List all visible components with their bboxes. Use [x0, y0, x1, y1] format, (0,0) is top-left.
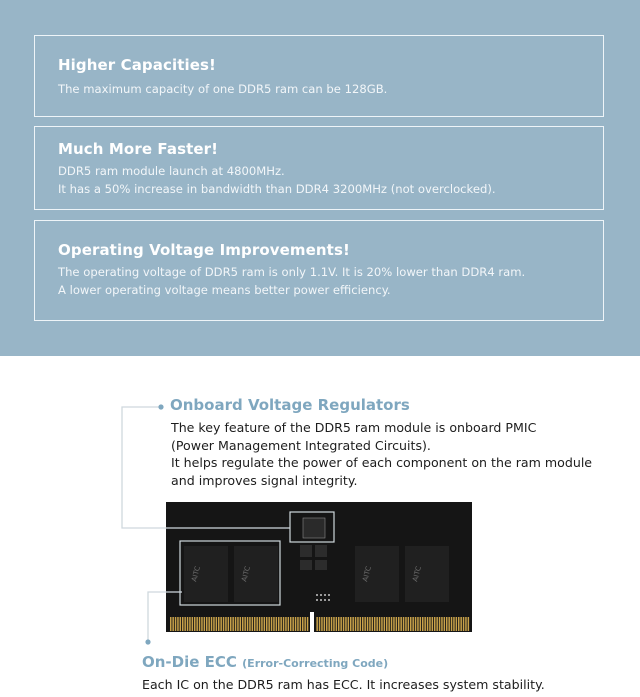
- contact-pin: [384, 617, 386, 631]
- contact-pin: [216, 617, 218, 631]
- contact-pin: [362, 617, 364, 631]
- contact-pin: [266, 617, 268, 631]
- feature-title: Much More Faster!: [58, 140, 219, 158]
- chip-label: AITC: [411, 565, 423, 583]
- contact-pin: [232, 617, 234, 631]
- contact-pin: [422, 617, 424, 631]
- feature-text: DDR5 ram module launch at 4800MHz.: [58, 164, 285, 178]
- component: [300, 560, 312, 570]
- contact-pin: [319, 617, 321, 631]
- memory-chip: [405, 546, 449, 602]
- component: [300, 545, 312, 557]
- feature-title: Higher Capacities!: [58, 56, 216, 74]
- contact-pin: [237, 617, 239, 631]
- contact-pin: [376, 617, 378, 631]
- contact-pin: [194, 617, 196, 631]
- contact-pin: [458, 617, 460, 631]
- contact-pin: [441, 617, 443, 631]
- contact-pin: [328, 617, 330, 631]
- ecc-title: [142, 653, 388, 671]
- contact-pin: [240, 617, 242, 631]
- ecc-title-main: On-Die ECC: [142, 653, 237, 671]
- memory-chip: [355, 546, 399, 602]
- contact-pin: [429, 617, 431, 631]
- contact-pin: [254, 617, 256, 631]
- contact-pin: [228, 617, 230, 631]
- contact-pin: [208, 617, 210, 631]
- contact-pin: [170, 617, 172, 631]
- contact-pin: [348, 617, 350, 631]
- memory-chip: [184, 546, 228, 602]
- contact-pin: [434, 617, 436, 631]
- feature-title: Operating Voltage Improvements!: [58, 241, 350, 259]
- contact-pin: [360, 617, 362, 631]
- contact-pin: [357, 617, 359, 631]
- contact-pin: [324, 617, 326, 631]
- contact-pin: [336, 617, 338, 631]
- contact-pin: [172, 617, 174, 631]
- contact-pin: [230, 617, 232, 631]
- ecc-callout-dot: [145, 639, 150, 644]
- contact-pin: [345, 617, 347, 631]
- contact-pin: [386, 617, 388, 631]
- memory-chip: [234, 546, 278, 602]
- ecc-title-sub: (Error-Correcting Code): [242, 657, 389, 670]
- chip-label: AITC: [190, 565, 202, 583]
- chip-label: AITC: [240, 565, 252, 583]
- contact-pin: [412, 617, 414, 631]
- contact-pin: [391, 617, 393, 631]
- contact-pin: [393, 617, 395, 631]
- contact-pin: [187, 617, 189, 631]
- pmic-callout-dot: [158, 404, 163, 409]
- contact-pin: [278, 617, 280, 631]
- contact-pin: [206, 617, 208, 631]
- contact-pin: [247, 617, 249, 631]
- contact-pin: [182, 617, 184, 631]
- contact-pin: [189, 617, 191, 631]
- feature-text: The maximum capacity of one DDR5 ram can be 128GB.: [58, 82, 388, 96]
- contact-pin: [235, 617, 237, 631]
- contact-pin: [331, 617, 333, 631]
- contact-pin: [273, 617, 275, 631]
- pmic-line: (Power Management Integrated Circuits).: [171, 437, 431, 453]
- contact-pin: [292, 617, 294, 631]
- ecc-description: Each IC on the DDR5 ram has ECC. It increases system stability.: [142, 677, 545, 692]
- pmic-chip: [303, 518, 325, 538]
- contact-pin: [256, 617, 258, 631]
- contact-pin: [460, 617, 462, 631]
- contact-pin: [352, 617, 354, 631]
- contact-pin: [271, 617, 273, 631]
- contact-pin: [302, 617, 304, 631]
- contact-pin: [432, 617, 434, 631]
- contact-pin: [280, 617, 282, 631]
- contact-pin: [290, 617, 292, 631]
- contact-pin: [415, 617, 417, 631]
- contact-pin: [439, 617, 441, 631]
- contact-pin: [388, 617, 390, 631]
- contact-pin: [175, 617, 177, 631]
- contact-pin: [300, 617, 302, 631]
- contact-pin: [410, 617, 412, 631]
- contact-pin: [364, 617, 366, 631]
- component: [315, 545, 327, 557]
- contact-pin: [463, 617, 465, 631]
- contact-pin: [465, 617, 467, 631]
- contact-pin: [288, 617, 290, 631]
- contact-pin: [326, 617, 328, 631]
- contact-pin: [304, 617, 306, 631]
- contact-pin: [451, 617, 453, 631]
- contact-pin: [436, 617, 438, 631]
- contact-pin: [468, 617, 470, 631]
- contact-pin: [177, 617, 179, 631]
- contact-pin: [244, 617, 246, 631]
- contact-pin: [343, 617, 345, 631]
- contact-pin: [338, 617, 340, 631]
- contact-pin: [261, 617, 263, 631]
- contact-pin: [307, 617, 309, 631]
- contact-pin: [268, 617, 270, 631]
- contact-pin: [424, 617, 426, 631]
- chip-label: AITC: [361, 565, 373, 583]
- contact-pin: [340, 617, 342, 631]
- contact-pin: [453, 617, 455, 631]
- contact-pin: [259, 617, 261, 631]
- pmic-title: Onboard Voltage Regulators: [170, 396, 410, 414]
- contact-pin: [223, 617, 225, 631]
- contact-pin: [355, 617, 357, 631]
- component: [315, 560, 327, 570]
- contact-pin: [184, 617, 186, 631]
- contact-pin: [180, 617, 182, 631]
- contact-pin: [204, 617, 206, 631]
- contact-pin: [264, 617, 266, 631]
- contact-pin: [196, 617, 198, 631]
- contact-pin: [400, 617, 402, 631]
- contact-pin: [201, 617, 203, 631]
- contact-pin: [381, 617, 383, 631]
- contact-pin: [283, 617, 285, 631]
- pmic-line: and improves signal integrity.: [171, 472, 358, 488]
- contact-pin: [218, 617, 220, 631]
- contact-pin: [321, 617, 323, 631]
- contact-pin: [276, 617, 278, 631]
- contact-pin: [369, 617, 371, 631]
- contact-pin: [427, 617, 429, 631]
- contact-pin: [350, 617, 352, 631]
- contact-pin: [249, 617, 251, 631]
- contact-pin: [408, 617, 410, 631]
- contact-pin: [242, 617, 244, 631]
- contact-pin: [420, 617, 422, 631]
- contact-pin: [446, 617, 448, 631]
- contact-pin: [444, 617, 446, 631]
- pmic-line: It helps regulate the power of each component on the ram module: [171, 455, 593, 470]
- contact-pin: [374, 617, 376, 631]
- feature-text: The operating voltage of DDR5 ram is only 1.1V. It is 20% lower than DDR4 ram.: [58, 265, 526, 279]
- feature-text: A lower operating voltage means better power efficiency.: [58, 283, 391, 297]
- contact-pin: [379, 617, 381, 631]
- contact-pin: [316, 617, 318, 631]
- contact-pin: [220, 617, 222, 631]
- contact-pin: [367, 617, 369, 631]
- feature-text: It has a 50% increase in bandwidth than DDR4 3200MHz (not overclocked).: [58, 182, 496, 196]
- contact-pin: [295, 617, 297, 631]
- contact-pin: [396, 617, 398, 631]
- contact-pin: [403, 617, 405, 631]
- contact-pin: [252, 617, 254, 631]
- contact-pin: [417, 617, 419, 631]
- contact-pin: [213, 617, 215, 631]
- contact-pin: [225, 617, 227, 631]
- contact-pin: [211, 617, 213, 631]
- contact-pin: [456, 617, 458, 631]
- contact-pin: [398, 617, 400, 631]
- contact-pin: [448, 617, 450, 631]
- contact-pin: [285, 617, 287, 631]
- contact-pin: [192, 617, 194, 631]
- contact-pin: [333, 617, 335, 631]
- contact-pin: [372, 617, 374, 631]
- contact-pin: [199, 617, 201, 631]
- pmic-line: The key feature of the DDR5 ram module is onboard PMIC: [171, 420, 537, 435]
- contact-pin: [405, 617, 407, 631]
- key-notch: [310, 612, 314, 632]
- contact-pin: [297, 617, 299, 631]
